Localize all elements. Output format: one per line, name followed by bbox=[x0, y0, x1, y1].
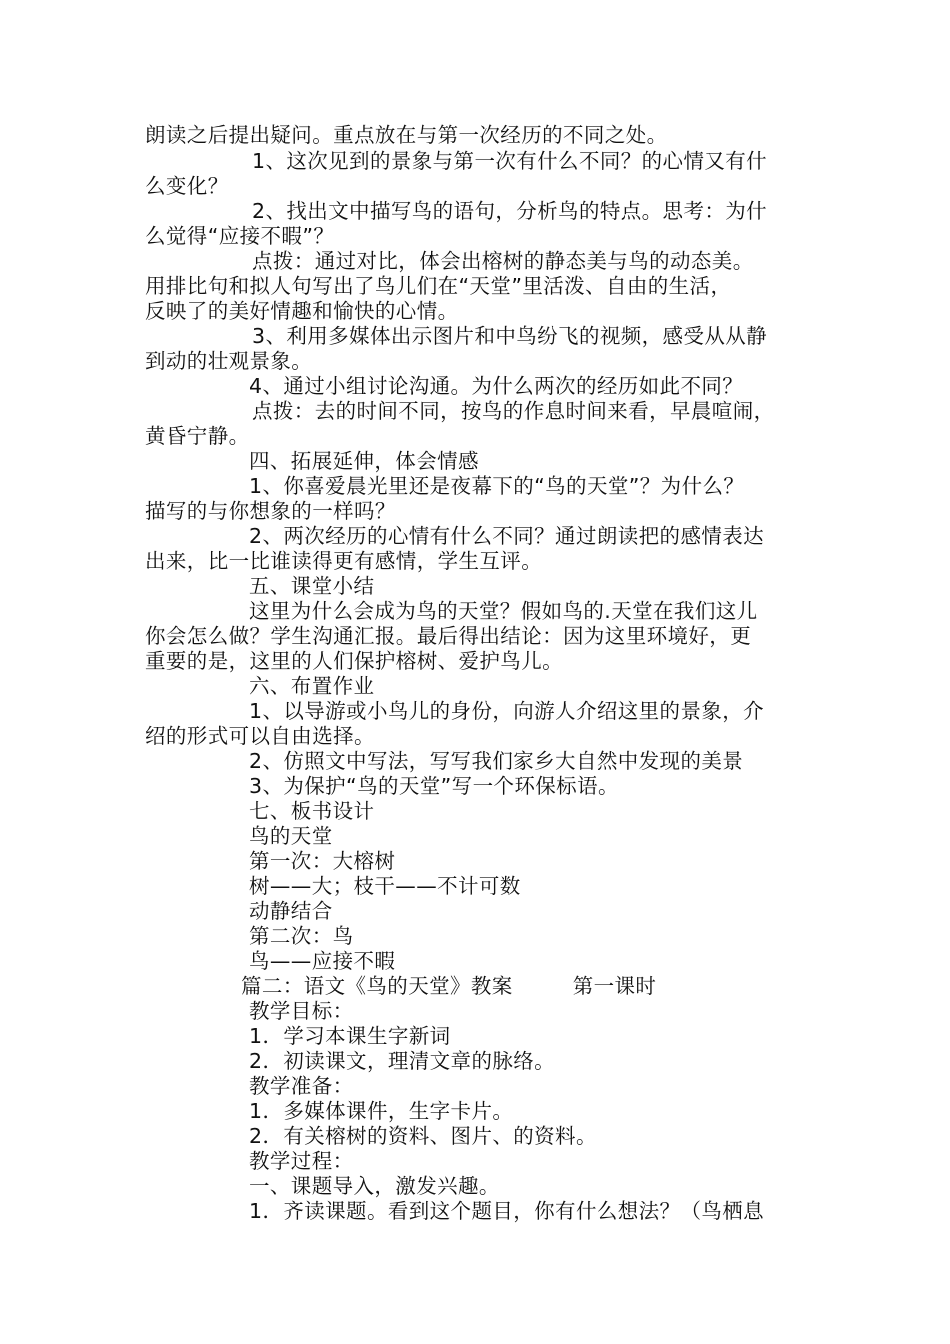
board-line: 树——大；枝干——不计可数 bbox=[249, 874, 521, 898]
text-line: 2、仿照文中写法，写写我们家乡大自然中发现的美景 bbox=[249, 749, 744, 773]
board-line: 鸟的天堂 bbox=[249, 824, 333, 848]
lesson-label: 第一课时 bbox=[572, 974, 657, 998]
text-line: 反映了的美好情趣和愉快的心情。 bbox=[145, 299, 459, 323]
text-line: 用排比句和拟人句写出了鸟儿们在“天堂”里活泼、自由的生活， bbox=[145, 274, 732, 298]
text-line: 2．初读课文，理清文章的脉络。 bbox=[249, 1049, 556, 1073]
text-line: 这里为什么会成为鸟的天堂？假如鸟的.天堂在我们这儿 bbox=[249, 599, 758, 623]
part-two-title-line bbox=[241, 974, 656, 999]
text-line: 2、两次经历的心情有什么不同？通过朗读把的感情表达 bbox=[249, 524, 765, 548]
section-heading: 五、课堂小结 bbox=[249, 574, 375, 598]
text-line: 1、你喜爱晨光里还是夜幕下的“鸟的天堂”？为什么？ bbox=[249, 474, 745, 498]
text-line: 到动的壮观景象。 bbox=[145, 349, 313, 373]
text-line: 你会怎么做？学生沟通汇报。最后得出结论：因为这里环境好，更 bbox=[145, 624, 752, 648]
board-line: 动静结合 bbox=[249, 899, 333, 923]
text-line: 3、利用多媒体出示图片和中鸟纷飞的视频，感受从从静 bbox=[252, 324, 768, 348]
section-heading: 教学准备： bbox=[249, 1074, 354, 1098]
board-line: 鸟——应接不暇 bbox=[249, 949, 396, 973]
text-line: 朗读之后提出疑问。重点放在与第一次经历的不同之处。 bbox=[145, 123, 668, 147]
text-line: 2、找出文中描写鸟的语句，分析鸟的特点。思考：为什 bbox=[252, 199, 768, 223]
text-line: 3、为保护“鸟的天堂”写一个环保标语。 bbox=[249, 774, 619, 798]
text-line: 么觉得“应接不暇”？ bbox=[145, 224, 335, 248]
text-line: 1．多媒体课件，生字卡片。 bbox=[249, 1099, 514, 1123]
text-line: 出来，比一比谁读得更有感情，学生互评。 bbox=[145, 549, 543, 573]
text-line: 一、课题导入，激发兴趣。 bbox=[249, 1174, 500, 1198]
section-heading: 教学目标： bbox=[249, 999, 354, 1023]
section-heading: 教学过程： bbox=[249, 1149, 354, 1173]
text-line: 点拨：通过对比，体会出榕树的静态美与鸟的动态美。 bbox=[252, 249, 754, 273]
section-heading: 七、板书设计 bbox=[249, 799, 375, 823]
board-line: 第一次：大榕树 bbox=[249, 849, 396, 873]
text-line: 描写的与你想象的一样吗？ bbox=[145, 499, 396, 523]
text-line: 重要的是，这里的人们保护榕树、爱护鸟儿。 bbox=[145, 649, 563, 673]
text-line: 1、这次见到的景象与第一次有什么不同？的心情又有什 bbox=[252, 149, 768, 173]
text-line: 绍的形式可以自由选择。 bbox=[145, 724, 375, 748]
text-line: 么变化？ bbox=[145, 174, 229, 198]
text-line: 1．齐读课题。看到这个题目，你有什么想法？（鸟栖息 bbox=[249, 1199, 765, 1223]
text-line: 4、通过小组讨论沟通。为什么两次的经历如此不同？ bbox=[249, 374, 744, 398]
text-line: 2．有关榕树的资料、图片、的资料。 bbox=[249, 1124, 597, 1148]
board-line: 第二次：鸟 bbox=[249, 924, 354, 948]
text-line: 1、以导游或小鸟儿的身份，向游人介绍这里的景象，介 bbox=[249, 699, 765, 723]
text-line: 黄昏宁静。 bbox=[145, 424, 250, 448]
part-two-title: 篇二：语文《鸟的天堂》教案 bbox=[241, 974, 513, 998]
section-heading: 四、拓展延伸，体会情感 bbox=[249, 449, 479, 473]
section-heading: 六、布置作业 bbox=[249, 674, 375, 698]
text-line: 1．学习本课生字新词 bbox=[249, 1024, 451, 1048]
text-line: 点拨：去的时间不同，按鸟的作息时间来看，早晨喧闹， bbox=[252, 399, 775, 423]
